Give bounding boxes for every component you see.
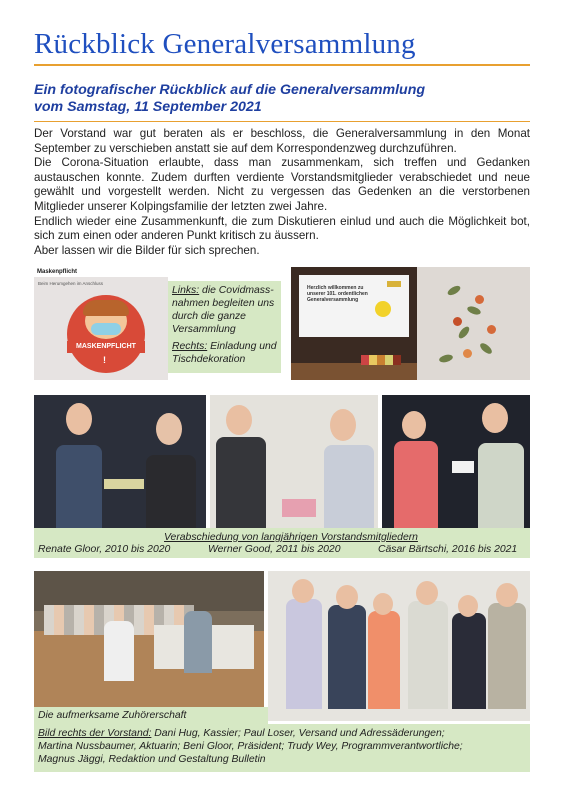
person — [324, 445, 374, 528]
smiley-icon — [375, 301, 391, 317]
person — [184, 611, 212, 673]
caption-farewell — [34, 528, 530, 558]
person-head — [66, 403, 92, 435]
person — [368, 611, 400, 709]
mask-poster-photo — [34, 267, 168, 380]
paragraph: Aber lassen wir die Bilder für sich sprechen. — [34, 243, 260, 257]
person — [146, 455, 196, 528]
person-head — [156, 413, 182, 445]
person-head — [373, 593, 393, 615]
leaf — [457, 325, 471, 340]
gift — [282, 499, 316, 517]
person-head — [458, 595, 478, 617]
invitation-screen-photo — [291, 267, 417, 380]
person — [488, 603, 526, 709]
subtitle — [34, 82, 530, 116]
board-group-photo — [268, 571, 530, 721]
audience-photo — [34, 571, 264, 708]
caption-board — [34, 724, 530, 772]
page-title: Rückblick Generalversammlung — [34, 28, 416, 60]
leaf — [466, 305, 482, 316]
person-head — [226, 405, 252, 435]
paragraph: Der Vorstand war gut beraten als er beschloss, die Generalversammlung in den Monat September zu verschieben anstatt sie auf dem Korrespondenzweg durchzuführen. — [34, 127, 530, 155]
person-head — [292, 579, 314, 603]
leaf — [478, 341, 493, 355]
person — [56, 445, 102, 528]
farewell-photo-baertschi — [382, 395, 530, 528]
poster-small-text: Beim Herumgehen im Anschluss — [38, 281, 104, 286]
board-members-1: Dani Hug, Kassier; Paul Loser, Versand und Adressäderungen; — [151, 728, 445, 739]
poster-heading: Maskenpflicht — [34, 267, 168, 277]
paragraph: Die Corona-Situation erlaubte, dass man zusammenkam, sich treffen und Gedanken austauschen konnte. Zudem durften verdiente Vorstandsmitglieder verabschiedet und neue gewählt und vorgestellt werden. Nicht zu vergessen das Gedenken an die verstorbenen Mitglieder unserer Kolpingsfamilie der letzten zwei Jahre. — [34, 156, 530, 213]
paragraph: Endlich wieder eine Zusammenkunft, die zum Diskutieren einlud und auch die Möglichkeit bot, sich zum einen oder anderen Punkt kritisch zu äussern. — [34, 214, 530, 243]
article-body — [34, 127, 530, 258]
person — [216, 437, 266, 528]
caption-top — [168, 281, 281, 373]
subtitle-rule — [34, 121, 530, 122]
person — [478, 443, 524, 528]
flower — [453, 317, 462, 326]
farewell-photo-good — [210, 395, 378, 528]
person-head — [416, 581, 438, 605]
person — [394, 441, 438, 528]
caption-right — [172, 340, 277, 366]
person-head — [482, 403, 508, 433]
poster-mask-icon — [91, 323, 121, 335]
farewell-heading: Verabschiedung von langjährigen Vorstandsmitgliedern — [164, 532, 418, 543]
caption-left — [172, 284, 277, 336]
flower — [463, 349, 472, 358]
caption-left-text: die Covidmass-nahmen begleiten uns durch die ganze Versammlung — [172, 285, 275, 335]
leaf — [438, 353, 453, 363]
farewell-person: Cäsar Bärtschi, 2016 bis 2021 — [378, 544, 518, 555]
farewell-person: Renate Gloor, 2010 bis 2020 — [38, 544, 171, 555]
flower — [475, 295, 484, 304]
farewell-person: Werner Good, 2011 bis 2020 — [208, 544, 341, 555]
subtitle-line-1: Ein fotografischer Rückblick auf die Generalversammlung — [34, 82, 426, 98]
projector-screen — [299, 275, 409, 337]
flower — [487, 325, 496, 334]
person-head — [336, 585, 358, 609]
leaf — [446, 284, 462, 297]
board-line-2: Martina Nussbaumer, Aktuarin; Beni Gloor, Präsident; Trudy Wey, Programmverantwortliche; — [38, 741, 463, 752]
table-decoration-photo — [417, 267, 530, 380]
caption-left-label: Links: — [172, 285, 200, 296]
poster-exclamation: ! — [103, 355, 106, 365]
person — [328, 605, 366, 709]
table — [291, 363, 417, 380]
poster-hair — [83, 300, 129, 316]
person-head — [496, 583, 518, 607]
person — [408, 601, 448, 709]
kolping-logo-icon — [387, 281, 401, 287]
board-label: Bild rechts der Vorstand: — [38, 728, 152, 739]
farewell-photo-gloor — [34, 395, 206, 528]
title-rule — [34, 64, 530, 66]
caption-audience-text: Die aufmerksame Zuhörerschaft — [38, 710, 187, 721]
subtitle-line-2: vom Samstag, 11 September 2021 — [34, 99, 262, 115]
person — [286, 599, 322, 709]
person — [104, 621, 134, 681]
envelope — [452, 461, 474, 473]
caption-right-label: Rechts: — [172, 341, 208, 352]
board-line-3: Magnus Jäggi, Redaktion und Gestaltung Bulletin — [38, 754, 266, 765]
poster-band: MASKENPFLICHT — [67, 341, 145, 353]
board-line-1 — [38, 727, 526, 740]
person-head — [402, 411, 426, 439]
person — [452, 613, 486, 709]
caption-right-text: Einladung und Tischdekoration — [172, 341, 277, 365]
bottles — [361, 355, 401, 365]
screen-text: Herzlich willkommen zu unserer 101. ordentlichen Generalversammlung — [307, 285, 368, 303]
person-head — [330, 409, 356, 441]
gift — [104, 479, 144, 489]
